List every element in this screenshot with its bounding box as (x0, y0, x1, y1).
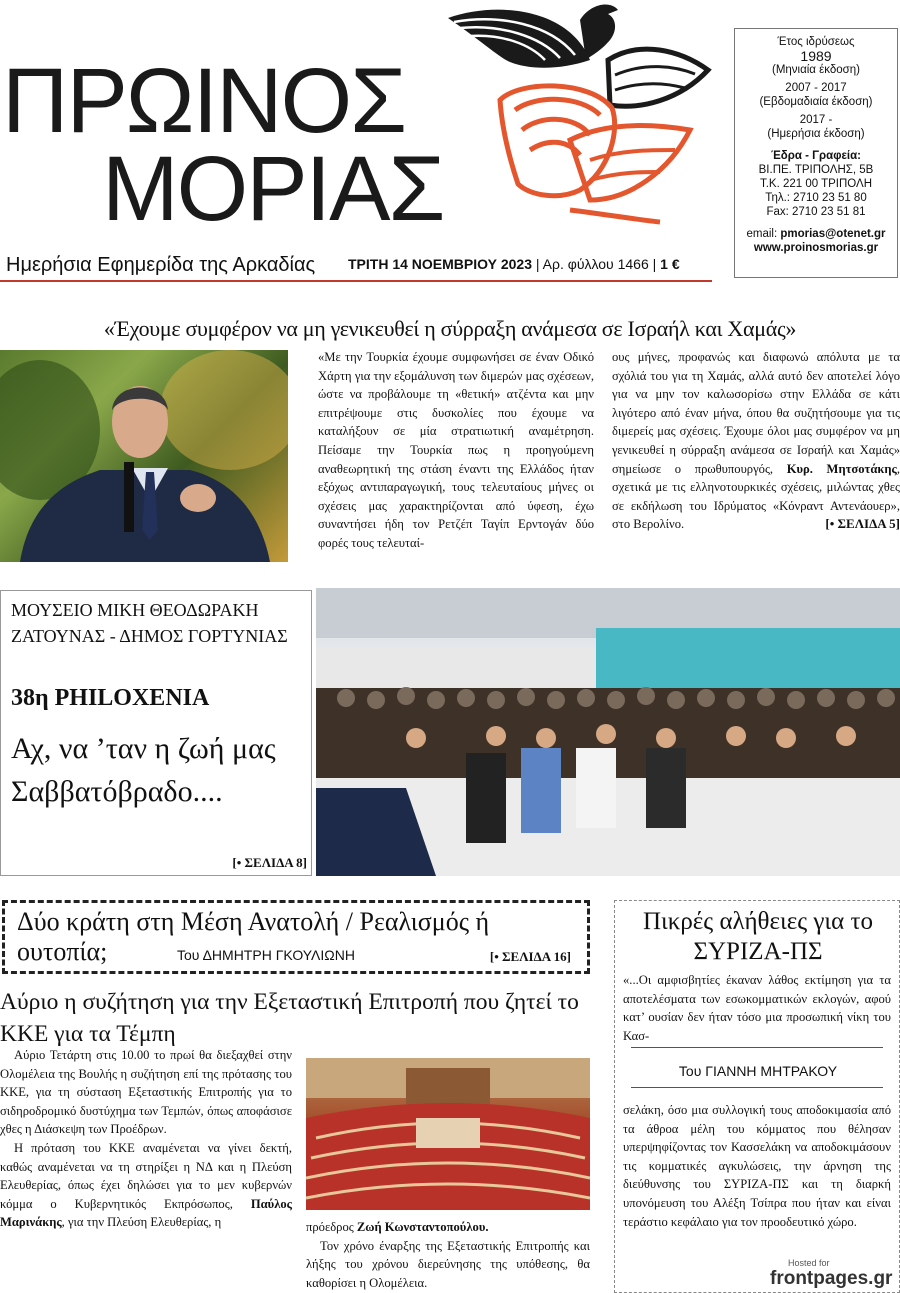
article1-col2: ους μήνες, προφανώς και διαφωνώ απόλυτα με τα σχόλιά του για τη Χαμάς, αλλά αυτό δεν αποτελεί λόγο για να μην τον καλωσορίσω στην Ελλάδα σε κάτι λιγότερο από έναν μήνα, όπου θα συζητήσουμε για τις διμερείς μας σχέσεις. Έχουμε όλοι μας συμφέρον να μη γενικευθεί η σύρραξη ανάμεσα σε Ισραήλ και Χαμάς» σημείωσε ο πρωθυπουργός, Κυρ. Μητσοτάκης, σχετικά με τις ελληνοτουρκικές σχέσεις, μιλώντας χθες σε εκδήλωση του Ιδρύματος «Κόνραντ Αντενάουερ», στο Βερολίνο. [• ΣΕΛΙΔΑ 5] (612, 348, 900, 534)
article1-col1: «Με την Τουρκία έχουμε συμφωνήσει σε έναν Οδικό Χάρτη για την εξομάλυνση των διμερών μας σχέσεων, ώστε να προβάλουμε τη «θετική» ατζέντα και μην επιτρέψουμε στις δυσκολίες που έχουμε να καταλήξουν σε μία στρατιωτική αναμέτρηση. Πείσαμε την Τουρκία πως η προηγούμενη αναθεωρητική της στάση έναντι της Ελλάδος ήταν εξόχως αντιπαραγωγική, τους τελευταίους μήνες οι σχέσεις μας χαρακτηρίζονται από ύφεση, έχω συναντήσει ήδη τον Ρετζέπ Ταγίπ Ερντογάν δύο φορές τους τελευταί- (318, 350, 594, 550)
article2-kicker: ΜΟΥΣΕΙΟ ΜΙΚΗ ΘΕΟΔΩΡΑΚΗ ΖΑΤΟΥΝΑΣ - ΔΗΜΟΣ ΓΟΡΤΥΝΙΑΣ (11, 600, 288, 646)
philoxenia-audience-photo (316, 588, 900, 876)
page-ref-8[interactable]: [• ΣΕΛΙΔΑ 8] (232, 855, 307, 870)
pm-photo (0, 350, 288, 562)
divider (631, 1047, 883, 1048)
watermark-site[interactable]: frontpages.gr (770, 1268, 893, 1289)
page-ref-16[interactable]: [• ΣΕΛΙΔΑ 16] (489, 949, 571, 964)
publisher-infobox: Έτος ιδρύσεως 1989 (Μηνιαία έκδοση) 2007 - 2017 (Εβδομαδιαία έκδοση) 2017 - (Ημερήσια έκδοση) Έδρα - Γραφεία: ΒΙ.ΠΕ. ΤΡΙΠΟΛΗΣ, 5Β Τ.Κ. 221 00 ΤΡΙΠΟΛΗ Τηλ.: 2710 23 51 80 Fax: 2710 23 51 81 email: pmorias@otenet.gr www.proinosmorias.gr (734, 28, 898, 278)
tagline: Ημερήσια Εφημερίδα της Αρκαδίας (6, 254, 316, 276)
email-link[interactable]: pmorias@otenet.gr (780, 228, 886, 240)
article4-col2: πρόεδρος Ζωή Κωνσταντοπούλου. Τον χρόνο έναρξης της Εξεταστικής Επιτροπής και λήξης του χρόνου διερεύνησης της υπόθεσης, θα καθορίσει η Ολομέλεια. (306, 1220, 590, 1290)
newspaper-title: ΠΡΩΙΝΟΣ ΜΟΡΙΑΣ (2, 50, 444, 240)
opinion-box (2, 900, 590, 974)
issue-number: | Αρ. φύλλου 1466 | (535, 256, 657, 272)
article5-byline: Του ΓΙΑΝΝΗ ΜΗΤΡΑΚΟΥ (678, 1063, 838, 1079)
website-link[interactable]: www.proinosmorias.gr (753, 242, 879, 254)
watermark-hosted: Hosted for (788, 1258, 830, 1268)
price: 1 € (660, 256, 680, 272)
syriza-opinion-box (614, 900, 900, 1293)
philoxenia-box (0, 590, 312, 876)
article4-col1: Αύριο Τετάρτη στις 10.00 το πρωί θα διεξαχθεί στην Ολομέλεια της Βουλής η συζήτηση επί της πρότασης του ΚΚΕ, για τη σύσταση Εξεταστικής Επιτροπής για το σιδηροδρομικό δυστύχημα των Τεμπών, όπως αποφάσισε χθες η Διάσκεψη των Προέδρων. Η πρόταση του ΚΚΕ αναμένεται να γίνει δεκτή, καθώς αναμένεται να τη στηρίξει η ΝΔ και η Πλεύση Ελευθερίας, όπως έχει δηλώσει για το μεν κυβερνών κόμμα ο Κυβερνητικός Εκπρόσωπος, Παύλος Μαρινάκης, για την Πλεύση Ελευθερίας, η (0, 1048, 292, 1230)
tempi-headline: Αύριο η συζήτηση για την Εξεταστική Επιτροπή που ζητεί το ΚΚΕ για τα Τέμπη (0, 989, 579, 1047)
article5-lead: «...Οι αμφισβητίες έκαναν λάθος εκτίμηση για τα αποτελέσματα των εσωκομματικών εκλογών, αφού κατ’ ουσίαν δεν ήταν τόσο μια προσωπική νίκη του Κασ- (623, 973, 891, 1043)
article5-headline: Πικρές αλήθειες για το ΣΥΡΙΖΑ-ΠΣ (642, 908, 874, 965)
dateline (348, 256, 680, 272)
article3-headline: Δύο κράτη στη Μέση Ανατολή / Ρεαλισμός ή ουτοπία; (17, 907, 490, 966)
article2-event: 38η PHILOXENIA (11, 685, 210, 711)
article5-body: σελάκη, όσο μια συλλογική τους αποδοκιμασία από τα άθροα μέλη του κόμματος που θέλησαν υπερψηφίζοντας τον Κασσελάκη να αποδοκιμάσουν τις κομματικές αγκυλώσεις, την άρνηση της διεύθυνσης του ΣΥΡΙΖΑ-ΠΣ και τη διαρκή υπονόμευση του Αλέξη Τσίπρα που ήταν και είναι τεράστιο κεφάλαιο για τον προοδευτικό χώρο. (623, 1103, 891, 1229)
divider (631, 1087, 883, 1088)
bird-icon (440, 0, 712, 228)
article3-byline: Του ΔΗΜΗΤΡΗ ΓΚΟΥΛΙΩΝΗ (177, 947, 355, 963)
parliament-photo (306, 1058, 590, 1210)
article2-title: Αχ, να ’ταν η ζωή μας Σαββατόβραδο.... (11, 732, 276, 808)
page-ref-5[interactable]: [• ΣΕΛΙΔΑ 5] (825, 516, 900, 532)
masthead-rule (0, 280, 712, 282)
issue-date: ΤΡΙΤΗ 14 ΝΟΕΜΒΡΙΟΥ 2023 (348, 256, 533, 272)
lead-headline: «Έχουμε συμφέρον να μη γενικευθεί η σύρραξη ανάμεσα σε Ισραήλ και Χαμάς» (103, 316, 797, 341)
